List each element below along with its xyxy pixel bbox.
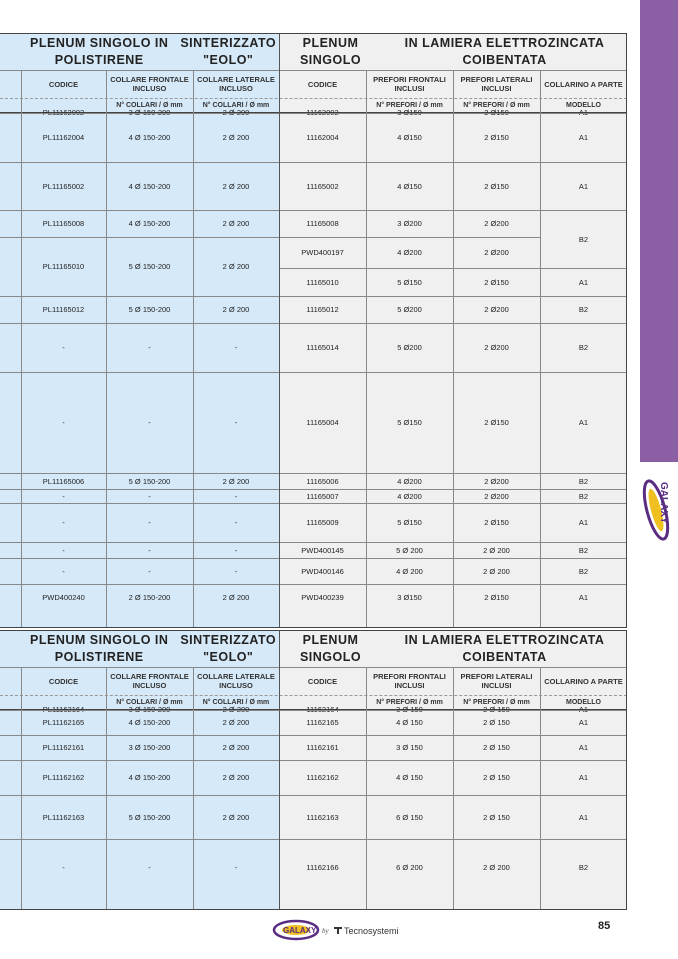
polystyrene-collar-cell: - [234,862,238,872]
title-line: PLENUM SINGOLO [299,633,362,664]
polystyrene-collar-cell: 2 Ø 200 [222,743,250,752]
prefori-cell: 5 Ø150 [397,418,422,427]
prefori-cell: 2 Ø150 [484,418,509,427]
model-cell: A1 [578,108,589,117]
column-header: PREFORI LATERALI INCLUSI [460,672,533,690]
polystyrene-collar-cell: 2 Ø 200 [222,812,250,822]
polystyrene-collar-cell: - [234,343,238,352]
polystyrene-collar-cell: - [234,545,238,555]
prefori-cell: 6 Ø 200 [396,862,423,872]
column-divider [193,667,194,909]
column-divider [366,70,367,627]
prefori-cell: 5 Ø 200 [396,545,423,555]
title-line: IN LAMIERA ELETTROZINCATA COIBENTATA [404,36,605,67]
svg-text:GALAXY: GALAXY [658,482,669,524]
prefori-cell: 3 Ø150 [397,108,422,117]
prefori-cell: 5 Ø150 [397,277,422,287]
sheet-code-cell: PWD400197 [301,248,344,257]
model-cell: A1 [578,705,589,714]
table-right-border [626,34,627,627]
sheet-code-cell: PWD400145 [301,545,344,555]
sheet-code-cell: PWD400239 [301,592,344,602]
polystyrene-collar-cell: 2 Ø 200 [222,592,250,602]
model-cell: A1 [578,181,589,191]
column-header: COLLARE FRONTALE INCLUSO [110,672,189,690]
model-cell: A1 [578,133,589,142]
prefori-cell: 4 Ø 200 [396,566,423,576]
column-subheader: MODELLO [566,101,601,109]
sheet-code-cell: 11162002 [306,108,339,117]
column-subheader: N° COLLARI / Ø mm [116,101,183,109]
prefori-cell: 4 Ø150 [397,133,422,142]
side-color-band [640,0,678,462]
polystyrene-code-cell: PL11162163 [42,812,85,822]
polystyrene-code-cell: - [62,566,65,576]
polystyrene-collar-cell: 5 Ø 150-200 [128,305,171,314]
model-cell: A1 [578,518,589,527]
polystyrene-code-cell: PL11162164 [42,705,85,714]
prefori-cell: 3 Ø 150 [396,743,423,752]
column-divider [279,34,280,627]
prefori-cell: 4 Ø 150 [396,718,423,727]
prefori-cell: 4 Ø200 [397,491,422,501]
polystyrene-collar-cell: 2 Ø 200 [222,305,250,314]
column-divider [453,667,454,909]
polystyrene-code-cell: - [62,862,65,872]
column-divider [21,667,22,909]
sheet-code-cell: 11165014 [306,343,339,352]
prefori-cell: 4 Ø 150 [396,773,423,782]
polystyrene-collar-cell: 2 Ø 200 [222,718,250,727]
prefori-cell: 3 Ø150 [397,592,422,602]
polystyrene-code-cell: - [62,418,65,427]
prefori-cell: 2 Ø 150 [483,812,510,822]
model-cell: A1 [578,277,589,287]
prefori-cell: 2 Ø200 [484,305,509,314]
polystyrene-collar-cell: 3 Ø 150-200 [128,743,171,752]
sheet-code-cell: 11165007 [306,491,339,501]
polystyrene-code-cell: PL11165010 [42,262,85,271]
polystyrene-collar-cell: 2 Ø 200 [222,773,250,782]
column-divider [453,70,454,627]
prefori-cell: 2 Ø200 [484,219,509,228]
column-divider [540,667,541,909]
model-cell: B2 [578,343,589,352]
polystyrene-code-cell: PWD400240 [42,592,85,602]
polystyrene-collar-cell: 2 Ø 200 [222,219,250,228]
prefori-cell: 4 Ø200 [397,248,422,257]
column-header: PREFORI FRONTALI INCLUSI [373,75,446,93]
prefori-cell: 2 Ø150 [484,277,509,287]
column-header: PREFORI FRONTALI INCLUSI [373,672,446,690]
prefori-cell: 2 Ø 150 [483,718,510,727]
sheet-code-cell: 11162162 [306,773,339,782]
title-polystyrene [21,34,279,70]
model-cell: B2 [578,476,589,486]
polystyrene-collar-cell: 5 Ø 150-200 [128,476,171,486]
prefori-cell: 2 Ø 200 [483,545,510,555]
column-divider [366,667,367,909]
sheet-code-cell: 11162165 [306,718,339,727]
model-cell: A1 [578,718,589,727]
column-subheader: N° PREFORI / Ø mm [463,101,530,109]
column-divider [540,70,541,627]
polystyrene-collar-cell: - [234,566,238,576]
polystyrene-collar-cell: 2 Ø 200 [222,262,250,271]
prefori-cell: 2 Ø 200 [483,566,510,576]
column-divider [21,70,22,627]
polystyrene-collar-cell: 2 Ø 200 [222,476,250,486]
polystyrene-code-cell: PL11162004 [42,133,85,142]
sheet-code-cell: 11162161 [306,743,339,752]
title-sheet-metal [279,34,627,70]
column-header: COLLARE LATERALE INCLUSO [197,672,275,690]
polystyrene-collar-cell: 3 Ø 150-200 [128,705,171,714]
column-divider [106,667,107,909]
sheet-code-cell: 11165002 [306,181,339,191]
table-right-border [626,631,627,909]
prefori-cell: 2 Ø150 [484,518,509,527]
prefori-cell: 2 Ø200 [484,476,509,486]
polystyrene-code-cell: PL11165008 [42,219,85,228]
model-cell: B2 [578,545,589,555]
polystyrene-collar-cell: 4 Ø 150-200 [128,219,171,228]
svg-text:GALAXY: GALAXY [283,926,317,935]
column-subheader: MODELLO [566,698,601,706]
svg-text:Tecnosystemi: Tecnosystemi [344,926,399,936]
polystyrene-collar-cell: 4 Ø 150-200 [128,773,171,782]
model-cell: A1 [578,743,589,752]
column-divider [279,631,280,909]
polystyrene-collar-cell: - [234,418,238,427]
polystyrene-collar-cell: 2 Ø 200 [222,705,250,714]
prefori-cell: 5 Ø150 [397,518,422,527]
column-divider [193,70,194,627]
column-subheader: N° COLLARI / Ø mm [202,698,270,706]
polystyrene-code-cell: PL11162002 [42,108,85,117]
column-subheader: N° PREFORI / Ø mm [463,698,530,706]
prefori-cell: 2 Ø150 [484,181,509,191]
prefori-cell: 3 Ø 150 [396,705,423,714]
model-cell: B2 [578,862,589,872]
polystyrene-collar-cell: 2 Ø 150-200 [128,592,171,602]
polystyrene-collar-cell: 5 Ø 150-200 [128,812,171,822]
polystyrene-collar-cell: - [148,343,151,352]
column-header: COLLARINO A PARTE [544,676,623,686]
prefori-cell: 2 Ø200 [484,491,509,501]
model-cell: B2 [578,491,589,501]
polystyrene-collar-cell: 4 Ø 150-200 [128,133,171,142]
polystyrene-code-cell: - [62,491,65,501]
sheet-code-cell: 11165004 [306,418,339,427]
polystyrene-code-cell: PL11162162 [42,773,85,782]
title-line: IN LAMIERA ELETTROZINCATA COIBENTATA [404,633,605,664]
column-header: CODICE [48,676,79,686]
prefori-cell: 3 Ø200 [397,219,422,228]
column-header: COLLARE LATERALE INCLUSO [197,75,275,93]
product-table [0,630,627,910]
polystyrene-code-cell: PL11165002 [42,181,85,191]
title-line: PLENUM SINGOLO IN POLISTIRENE [30,36,169,67]
sheet-code-cell: 11165012 [306,305,339,314]
sheet-code-cell: 11162166 [306,862,339,872]
column-subheader: N° PREFORI / Ø mm [376,698,443,706]
sheet-code-cell: 11165008 [306,219,339,228]
polystyrene-collar-cell: - [234,491,238,501]
prefori-cell: 2 Ø 150 [483,743,510,752]
model-cell: A1 [578,812,589,822]
polystyrene-collar-cell: 4 Ø 150-200 [128,181,171,191]
sheet-code-cell: 11165010 [306,277,339,287]
side-galaxy-logo [634,468,678,548]
prefori-cell: 6 Ø 150 [396,812,423,822]
column-subheader: N° COLLARI / Ø mm [202,101,270,109]
model-cell: B2 [578,566,589,576]
polystyrene-collar-cell: 2 Ø 200 [222,181,250,191]
polystyrene-collar-cell: - [234,518,238,527]
polystyrene-collar-cell: - [148,418,151,427]
polystyrene-collar-cell: 4 Ø 150-200 [128,718,171,727]
column-header: COLLARE FRONTALE INCLUSO [110,75,189,93]
column-header: PREFORI LATERALI INCLUSI [460,75,533,93]
column-divider [106,70,107,627]
page-number: 85 [598,920,611,932]
polystyrene-code-cell: PL11162165 [42,718,85,727]
model-cell: B2 [578,305,589,314]
prefori-cell: 2 Ø150 [484,133,509,142]
column-header: CODICE [307,676,338,686]
polystyrene-collar-cell: - [148,566,151,576]
prefori-cell: 2 Ø150 [484,592,509,602]
model-cell: A1 [578,773,589,782]
model-cell: B2 [578,234,589,244]
prefori-cell: 2 Ø 150 [483,705,510,714]
polystyrene-collar-cell: 2 Ø 200 [222,108,250,117]
prefori-cell: 2 Ø200 [484,343,509,352]
polystyrene-collar-cell: - [148,545,151,555]
column-header: CODICE [48,79,79,89]
sheet-code-cell: 11165006 [306,476,339,486]
product-table [0,33,627,628]
title-line: SINTERIZZATO "EOLO" [180,36,277,67]
polystyrene-code-cell: - [62,343,65,352]
column-subheader: N° COLLARI / Ø mm [116,698,183,706]
polystyrene-collar-cell: 5 Ø 150-200 [128,262,171,271]
sheet-code-cell: 11165009 [306,518,339,527]
column-header: COLLARINO A PARTE [544,79,623,89]
polystyrene-collar-cell: - [148,491,151,501]
model-cell: A1 [578,592,589,602]
column-header: CODICE [307,79,338,89]
title-line: PLENUM SINGOLO IN POLISTIRENE [30,633,169,664]
sheet-code-cell: 11162163 [306,812,339,822]
title-polystyrene [21,631,279,667]
prefori-cell: 2 Ø 150 [483,773,510,782]
prefori-cell: 2 Ø 200 [483,862,510,872]
model-cell: A1 [578,418,589,427]
prefori-cell: 4 Ø200 [397,476,422,486]
title-line: SINTERIZZATO "EOLO" [180,633,277,664]
polystyrene-code-cell: - [62,545,65,555]
polystyrene-collar-cell: 2 Ø 200 [222,133,250,142]
sheet-code-cell: 11162164 [306,705,339,714]
sheet-code-cell: PWD400146 [301,566,344,576]
title-line: PLENUM SINGOLO [299,36,362,67]
prefori-cell: 5 Ø200 [397,305,422,314]
polystyrene-code-cell: PL11165006 [42,476,85,486]
title-sheet-metal [279,631,627,667]
polystyrene-code-cell: PL11165012 [42,305,85,314]
polystyrene-code-cell: PL11162161 [42,743,85,752]
prefori-cell: 4 Ø150 [397,181,422,191]
polystyrene-collar-cell: - [148,518,151,527]
sheet-code-cell: 11162004 [306,133,339,142]
polystyrene-collar-cell: - [148,862,151,872]
svg-text:by: by [322,927,329,935]
prefori-cell: 5 Ø200 [397,343,422,352]
column-subheader: N° PREFORI / Ø mm [376,101,443,109]
prefori-cell: 2 Ø150 [484,108,509,117]
polystyrene-collar-cell: 3 Ø 150-200 [128,108,171,117]
prefori-cell: 2 Ø200 [484,248,509,257]
footer-logo [272,914,412,946]
polystyrene-code-cell: - [62,518,65,527]
